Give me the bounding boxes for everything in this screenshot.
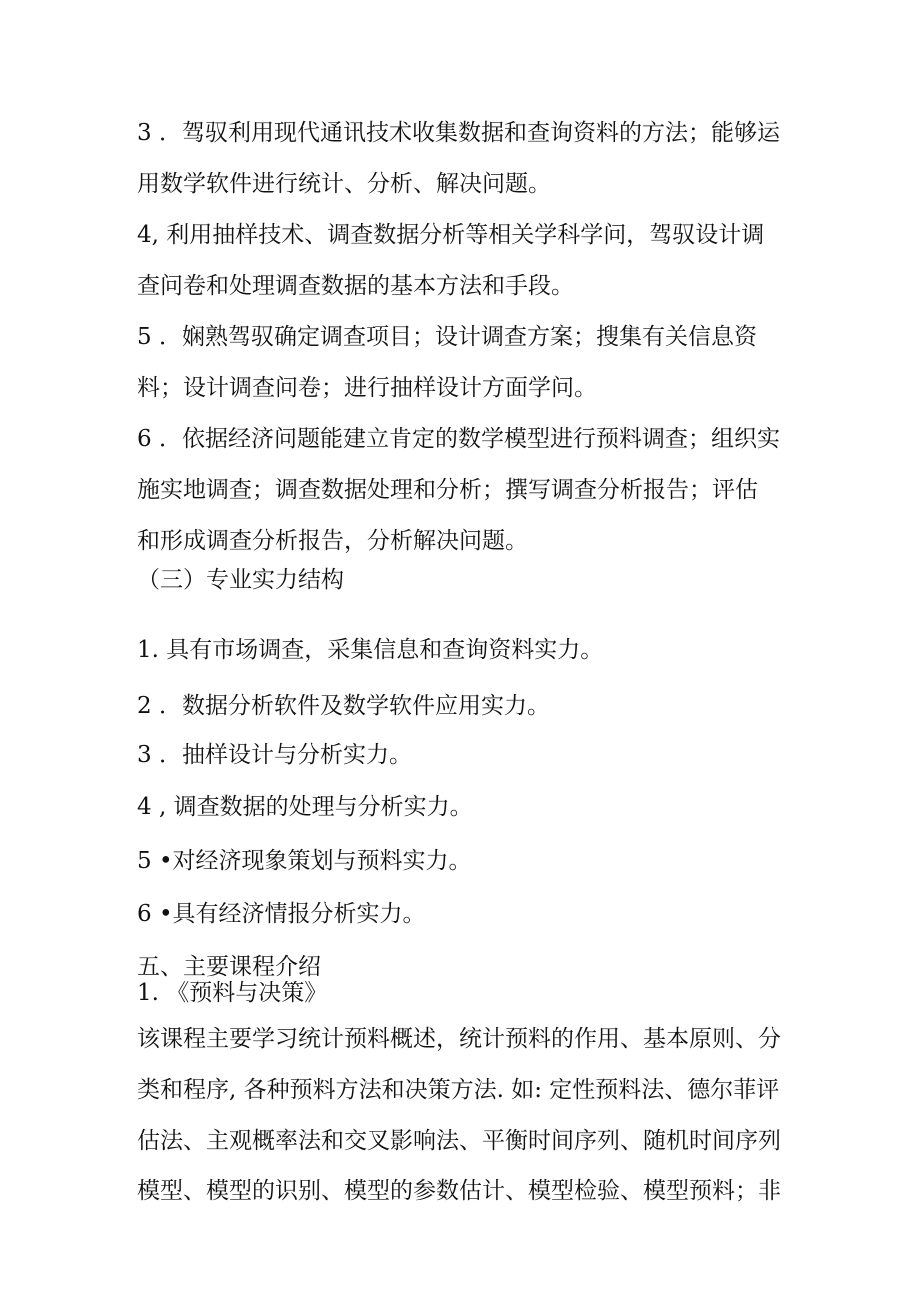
paragraph-6-line-2: 施实地调查；调查数据处理和分析；撰写调查分析报告；评估 [137, 477, 758, 503]
paragraph-3-line-1: 3 ．驾驭利用现代通讯技术收集数据和查询资料的方法；能够运 [137, 120, 780, 146]
course-description-line-2: 类和程序, 各种预料方法和决策方法. 如: 定性预料法、德尔菲评 [137, 1077, 780, 1103]
ability-item-6: 6 •具有经济情报分析实力。 [137, 901, 426, 927]
ability-item-3: 3 ．抽样设计与分析实力。 [137, 742, 412, 768]
ability-item-2: 2 ．数据分析软件及数学软件应用实力。 [137, 693, 550, 719]
paragraph-6-line-1: 6 ．依据经济问题能建立肯定的数学模型进行预料调查；组织实 [137, 426, 780, 452]
course-description-line-4: 模型、模型的识别、模型的参数估计、模型检验、模型预料；非 [137, 1178, 781, 1204]
section-heading-ability-structure: （三）专业实力结构 [137, 567, 344, 593]
course-description-line-3: 估法、主观概率法和交叉影响法、平衡时间序列、随机时间序列 [137, 1128, 781, 1154]
course-description-line-1: 该课程主要学习统计预料概述，统计预料的作用、基本原则、分 [137, 1026, 781, 1052]
section-heading-main-courses: 五、主要课程介绍 [137, 954, 321, 980]
ability-item-1: 1. 具有市场调查，采集信息和查询资料实力。 [137, 637, 604, 663]
ability-item-4: 4 , 调查数据的处理与分析实力。 [137, 794, 473, 820]
paragraph-6-line-3: 和形成调查分析报告，分析解决问题。 [137, 528, 528, 554]
paragraph-4-line-1: 4, 利用抽样技术、调查数据分析等相关学科学问，驾驭设计调 [137, 222, 765, 248]
paragraph-4-line-2: 查问卷和处理调查数据的基本方法和手段。 [137, 273, 574, 299]
course-title-forecast-decision: 1. 《预料与决策》 [137, 980, 328, 1006]
paragraph-5-line-2: 料；设计调查问卷；进行抽样设计方面学问。 [137, 375, 597, 401]
paragraph-3-line-2: 用数学软件进行统计、分析、解决问题。 [137, 171, 551, 197]
ability-item-5: 5 •对经济现象策划与预料实力。 [137, 848, 472, 874]
paragraph-5-line-1: 5 ．娴熟驾驭确定调查项目；设计调查方案；搜集有关信息资 [137, 324, 757, 350]
